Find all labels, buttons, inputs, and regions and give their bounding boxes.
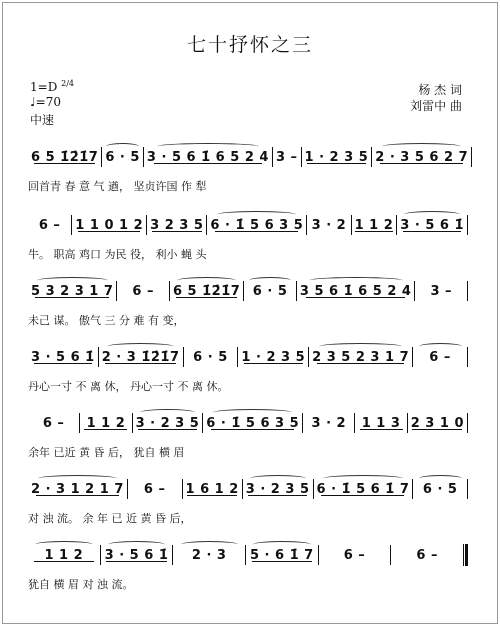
barline <box>467 281 468 301</box>
final-barline <box>463 544 468 566</box>
notation-line <box>28 544 468 566</box>
measure: 3 · 2 3 5 <box>133 416 203 431</box>
barline <box>467 413 468 433</box>
measure: 6 · 1̇ 5 6 3 5 <box>203 416 302 431</box>
measure: 2 3 1 0 <box>410 415 464 431</box>
measure: 6 5 1̇2̇1̇7 <box>170 284 243 299</box>
measure: 6 · 5 <box>413 482 467 497</box>
measure: 1 1 2 <box>80 416 131 431</box>
measure: 2 · 3 <box>173 548 245 563</box>
composer: 刘雷中 曲 <box>410 99 462 113</box>
measure: 6 · 5 <box>244 284 296 299</box>
barline <box>467 479 468 499</box>
measure: 1 1 2 <box>28 548 100 563</box>
lyrics-line: 余年 已近 黄 昏 后， 犹自 横 眉 <box>28 446 185 459</box>
measure: 6 · 1̇ 5 6 3 5 <box>207 218 306 233</box>
tempo-marking: ♩=70 <box>30 95 61 109</box>
measure: 1 6 1 2 <box>185 481 239 497</box>
measure: 2 · 3 5 6 2 7 <box>372 150 471 165</box>
notation-line <box>28 412 468 434</box>
measure: 3 – <box>275 149 298 165</box>
song-title: 七十抒怀之三 <box>186 34 313 56</box>
speed-marking: 中速 <box>30 113 55 127</box>
lyrics-line: 丹心一寸 不 离 休， 丹心一寸 不 离 休。 <box>28 380 229 393</box>
notation-line <box>28 214 468 236</box>
measure: 2 · 3 1 2 1 7 <box>28 482 127 497</box>
measure: 3 · 5 6 1̇ 6 5 2 4 <box>144 150 272 165</box>
measure: 3 5 6 1̇ 6 5 2 4 <box>297 284 415 299</box>
measure: 3 2 3 5 <box>150 217 204 233</box>
key-label: 1=D <box>30 80 58 94</box>
measure: 6 – <box>38 217 61 233</box>
notation-line <box>28 346 468 368</box>
barline <box>471 147 472 167</box>
notation-line <box>28 280 468 302</box>
measure: 2 · 3 1̇2̇1̇7 <box>99 350 183 365</box>
lyrics-line: 对 浊 流。 余 年 已 近 黄 昏 后， <box>28 512 192 525</box>
measure: 1 1 3 <box>355 416 406 431</box>
lyrics-line: 犹自 横 眉 对 浊 流。 <box>28 578 134 591</box>
lyrics-line: 未己 谋。 傲气 三 分 难 有 变， <box>28 314 185 327</box>
measure: 6 – <box>416 547 438 563</box>
lyrics-line: 牛。 职高 鸡口 为民 役， 利小 蝇 头 <box>28 248 207 261</box>
measure: 3 · 2 <box>311 217 347 233</box>
measure: 3 · 5 6 1̇ <box>31 349 95 365</box>
measure: 6 – <box>413 350 467 365</box>
measure: 6 · 5 <box>193 349 228 365</box>
key-signature <box>30 76 74 94</box>
measure: 5 · 6 1̇ 7 <box>246 548 318 563</box>
measure: 3 · 5 6 1̇ <box>397 218 467 233</box>
measure: 3 · 5 6 1̇ <box>101 548 173 563</box>
measure: 2 3 5 2 3 1 7 <box>309 350 412 365</box>
measure: 6 · 5 <box>102 150 143 165</box>
measure: 6 – <box>132 283 154 299</box>
measure: 1 · 2 3 5 <box>241 349 306 365</box>
lyrics-line: 回首青 春 意 气 遒， 坚贞许国 作 犁 <box>28 180 207 193</box>
song-info-left <box>30 76 74 130</box>
measure: 5 3 2 3 1 7 <box>28 284 116 299</box>
measure: 6 – <box>143 481 166 497</box>
measure: 1 1 0 1 2 <box>75 217 144 233</box>
measure: 6 – <box>343 547 366 563</box>
barline <box>467 347 468 367</box>
measure: 1 · 2 3 5 <box>304 149 369 165</box>
measure: 3 – <box>430 283 453 299</box>
notation-line <box>28 478 468 500</box>
measure: 6 5 1̇2̇1̇7 <box>31 149 99 165</box>
notation-line <box>28 146 468 168</box>
measure: 3 · 2 <box>311 415 347 431</box>
time-signature: 2/4 <box>61 79 75 88</box>
measure: 1 1 2 <box>354 217 394 233</box>
measure: 6 · 1̇ 5 6 1̇ 7 <box>314 482 413 497</box>
credits <box>410 82 462 114</box>
measure: 6 – <box>42 415 65 431</box>
barline <box>467 215 468 235</box>
lyricist: 杨 杰 词 <box>418 83 462 97</box>
measure: 3 · 2 3 5 <box>243 482 313 497</box>
